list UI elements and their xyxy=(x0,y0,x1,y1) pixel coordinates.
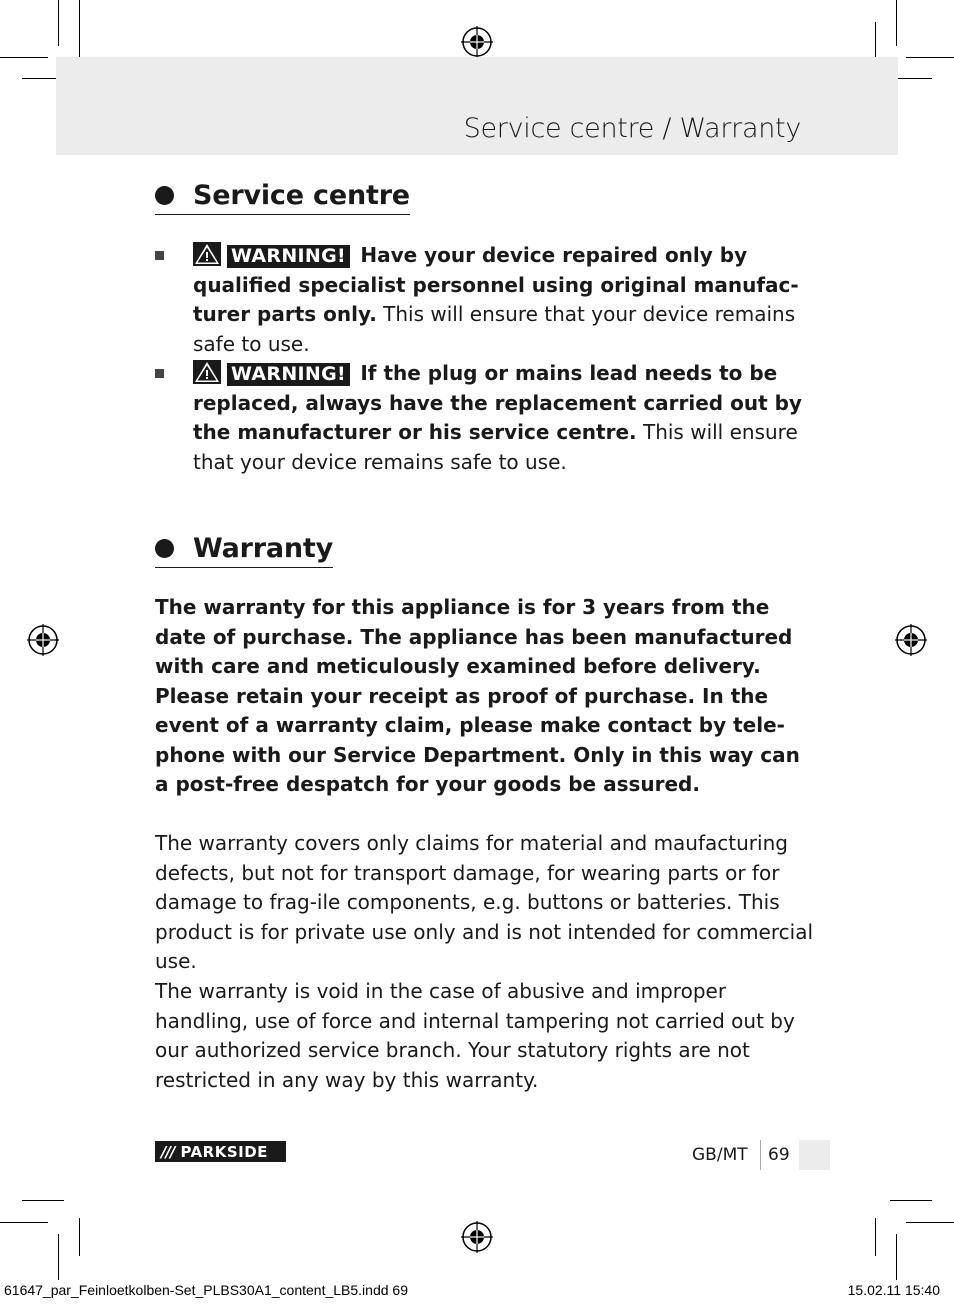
square-bullet-icon xyxy=(155,251,164,260)
section-heading-warranty xyxy=(155,533,333,568)
section-title: Service centre xyxy=(193,180,410,211)
registration-mark-icon xyxy=(461,1221,493,1253)
warning-label: WARNING! xyxy=(227,245,350,268)
registration-mark-icon xyxy=(895,624,927,656)
registration-mark-icon xyxy=(461,26,493,58)
bullet-dot-icon xyxy=(155,186,174,205)
crop-mark xyxy=(58,0,59,46)
warranty-paragraph: The warranty covers only claims for material and maufacturing defects, but not for transport damage, for wearing parts or for damage to frag-ile components, e.g. buttons or batteries. This product is for private use only and is not intended for commercial use. xyxy=(155,831,814,973)
crop-mark xyxy=(58,1234,59,1280)
warning-bold-text: If the plug or mains lead needs to be replaced, always have the replacement carried out by the manufacturer or his service centre. xyxy=(193,361,802,444)
section-title: Warranty xyxy=(193,533,334,564)
warranty-paragraph: The warranty is void in the case of abusive and improper handling, use of force and internal tampering not carried out by our authorized service branch. Your statutory rights are not restricted in any way by this warranty. xyxy=(155,979,795,1092)
warranty-bold-paragraph: The warranty for this appliance is for 3 years from the date of purchase. The appliance has been manufactured with care and meticulously examined before delivery. Please retain your receipt as proof of purchase. In the event of a warranty claim, please make contact by tele-phone with our Service Department. Only in this way can a post-free despatch for your goods be assured. xyxy=(155,595,800,796)
crop-mark xyxy=(22,1200,64,1201)
section-heading-service-centre xyxy=(155,180,410,215)
print-slug-date: 15.02.11 15:40 xyxy=(847,1282,940,1298)
warning-label: WARNING! xyxy=(227,363,350,386)
crop-mark xyxy=(79,0,80,62)
crop-mark xyxy=(79,1218,80,1256)
square-bullet-icon xyxy=(155,369,164,378)
warning-bold-text: Have your device repaired only by qualified specialist personnel using original manufac-turer parts only. xyxy=(193,243,799,326)
footer-divider xyxy=(760,1140,761,1170)
crop-mark xyxy=(875,22,876,62)
warning-normal-text: This will ensure that your device remains safe to use. xyxy=(193,302,796,356)
registration-mark-icon xyxy=(27,624,59,656)
footer-tab xyxy=(799,1140,830,1170)
parkside-logo xyxy=(155,1141,286,1162)
page-number: 69 xyxy=(768,1145,790,1165)
warning-triangle-icon xyxy=(193,242,221,266)
page-title: Service centre / Warranty xyxy=(463,113,801,144)
warning-normal-text: This will ensure that your device remains safe to use. xyxy=(193,420,798,474)
list-item xyxy=(155,241,815,359)
crop-mark xyxy=(0,57,48,58)
logo-text: PARKSIDE xyxy=(180,1142,268,1161)
footer-language: GB/MT xyxy=(692,1145,748,1165)
warning-triangle-icon xyxy=(193,360,221,384)
crop-mark xyxy=(890,1200,932,1201)
bullet-dot-icon xyxy=(155,539,174,558)
logo-slashes: /// xyxy=(161,1142,175,1161)
crop-mark xyxy=(896,0,897,46)
list-item xyxy=(155,359,815,477)
crop-mark xyxy=(0,1222,48,1223)
crop-mark xyxy=(906,1222,954,1223)
print-slug-file: 61647_par_Feinloetkolben-Set_PLBS30A1_content_LB5.indd 69 xyxy=(4,1282,408,1298)
crop-mark xyxy=(875,1218,876,1256)
crop-mark xyxy=(906,57,954,58)
crop-mark xyxy=(896,1234,897,1280)
